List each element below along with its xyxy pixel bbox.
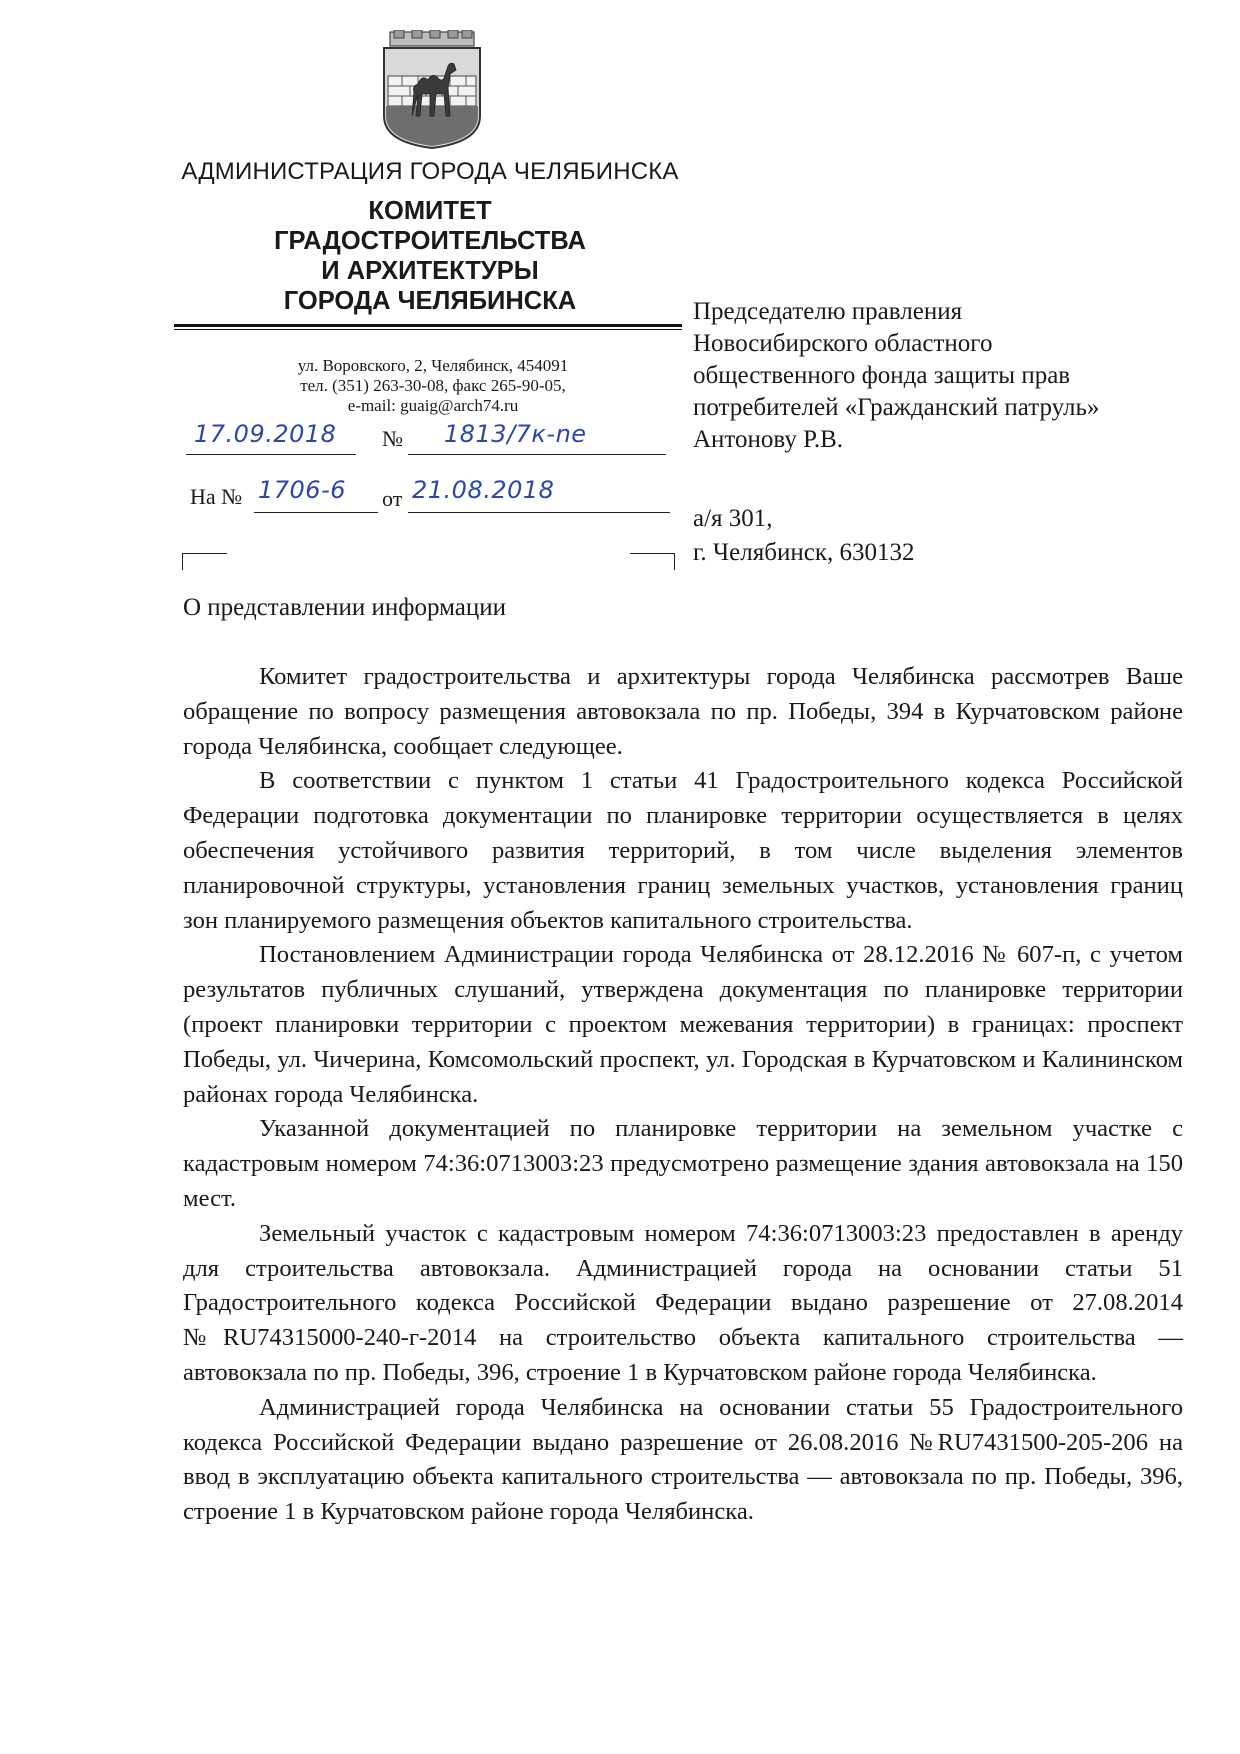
body-paragraph: Указанной документацией по планировке территории на земельном участке с кадастровым номером 74:36:0713003:23 предусмотрено размещение здания автовокзала на 150 мест. [183,1115,1183,1212]
body-paragraph: Земельный участок с кадастровым номером 74:36:0713003:23 предоставлен в аренду для строительства автовокзала. Администрацией города на основании статьи 51 Градостроительного кодекса Российской Федерации выдано разрешение от 27.08.2014 №RU74315000-240-г-2014 на строительство объекта капитального строительства — автовокзала по пр. Победы, 396, строение 1 в Курчатовском районе города Челябинска. [183,1219,1183,1386]
addressee-line: общественного фонда защиты прав [693,362,1071,389]
emblem-icon [378,30,486,150]
committee-name [200,196,660,316]
letter-subject: О представлении информации [183,594,506,621]
committee-address [226,356,640,416]
incoming-number-line [254,476,378,513]
postal-line: г. Челябинск, 630132 [693,539,915,566]
outgoing-date: 17.09.2018 [194,420,337,448]
administration-name: АДМИНИСТРАЦИЯ ГОРОДА ЧЕЛЯБИНСКА [181,158,679,185]
addressee-block [693,296,1099,456]
committee-line: И АРХИТЕКТУРЫ [321,257,539,285]
addressee-postal [693,502,914,570]
body-paragraph: Постановлением Администрации города Челябинска от 28.12.2016 № 607-п, с учетом результатов публичных слушаний, утверждена документация по планировке территории (проект планировки территории с проектом межевания территории) в границах: проспект Победы, ул. Чичерина, Комсомольский проспект, ул. Городская в Курчатовском и Калининском районах города Челябинска. [183,941,1183,1108]
outgoing-number-line [408,420,666,455]
letter-body [183,660,1183,1530]
address-line: тел. (351) 263-30-08, факс 265-90-05, [300,376,566,395]
addressee-line: Новосибирского областного [693,330,993,357]
outgoing-number: 1813/7к-ne [444,420,587,448]
letterhead-divider [174,324,682,327]
outgoing-date-line [186,420,356,455]
incoming-from-label: от [382,486,403,511]
committee-line: ГОРОДА ЧЕЛЯБИНСКА [283,287,577,315]
incoming-label: На № [190,484,243,509]
addressee-line: потребителей «Гражданский патруль» [693,394,1100,421]
incoming-date-line [408,476,670,513]
city-emblem [378,30,486,150]
address-line: ул. Воровского, 2, Челябинск, 454091 [297,356,569,375]
corner-mark-left [182,553,227,570]
incoming-number: 1706-6 [258,476,347,504]
corner-mark-right [630,553,675,570]
letterhead-divider-thin [174,329,682,330]
number-label: № [382,426,403,451]
postal-line: а/я 301, [693,505,773,532]
addressee-line: Антонову Р.В. [693,426,844,453]
body-paragraph: В соответствии с пунктом 1 статьи 41 Градостроительного кодекса Российской Федерации подготовка документации по планировке территории осуществляется в целях обеспечения устойчивого развития территорий, в том числе выделения элементов планировочной структуры, установления границ земельных участков, установления границ зон планируемого размещения объектов капитального строительства. [183,767,1183,934]
committee-line: КОМИТЕТ [368,197,492,225]
committee-line: ГРАДОСТРОИТЕЛЬСТВА [274,227,586,255]
address-line: e-mail: guaig@arch74.ru [347,396,519,415]
body-paragraph: Комитет градостроительства и архитектуры города Челябинска рассмотрев Ваше обращение по вопросу размещения автовокзала по пр. Победы, 394 в Курчатовском районе города Челябинска, сообщает следующее. [183,663,1183,760]
body-paragraph: Администрацией города Челябинска на основании статьи 55 Градостроительного кодекса Российской Федерации выдано разрешение от 26.08.2016 №RU7431500-205-206 на ввод в эксплуатацию объекта капитального строительства — автовокзала по пр. Победы, 396, строение 1 в Курчатовском районе города Челябинска. [183,1393,1183,1526]
addressee-line: Председателю правления [693,298,963,325]
incoming-date: 21.08.2018 [412,476,555,504]
